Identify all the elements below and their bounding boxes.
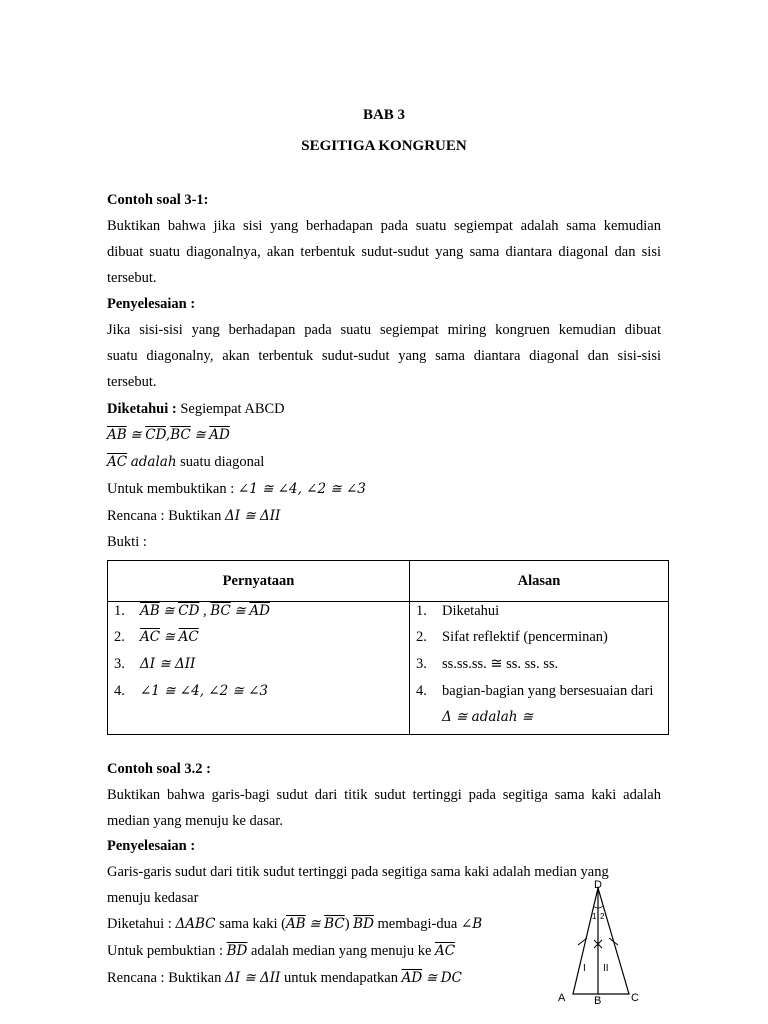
chapter-number: BAB 3	[362, 107, 406, 123]
example2-proof-line: Untuk pembuktian : $\overline{BD}$ adalah median yang menuju ke $\overline{AC}$	[107, 943, 456, 959]
plan-expression: ΔI ≅ ΔII	[224, 508, 281, 524]
example2-given-line: Diketahui : ΔABC sama kaki ($\overline{AB}$ ≅ $\overline{BC}$) $\overline{BD}$ membagi-dua ∠B	[107, 916, 483, 932]
reasons-cell	[410, 602, 668, 734]
example2-solution-label: Penyelesaian :	[107, 838, 196, 854]
given-text: Segiempat ABCD	[180, 401, 285, 417]
diagonal-text: suatu diagonal	[180, 454, 265, 470]
proof-label: Bukti :	[107, 534, 147, 550]
reason-2: 2. Sifat reflektif (pencerminan)	[416, 629, 608, 645]
adalah-word: adalah	[130, 454, 177, 470]
proof-table	[107, 560, 669, 735]
statements-cell	[108, 602, 409, 734]
example1-problem-line1: Buktikan bahwa jika sisi yang berhadapan pada suatu segiempat adalah sama kemudian	[107, 218, 661, 234]
example2-solution-line2: menuju kedasar	[107, 890, 199, 906]
reason-4-continued: Δ ≅ adalah ≅	[442, 709, 534, 725]
segment-cd: $\overline{CD}$	[145, 427, 166, 443]
to-prove-label: Untuk membuktikan :	[107, 481, 235, 497]
to-prove-line	[107, 481, 366, 498]
reason-4: 4. bagian-bagian yang bersesuaian dari	[416, 683, 654, 699]
reason-3: 3. ss.ss.ss. ≅ ss. ss. ss.	[416, 656, 559, 672]
plan-label: Rencana : Buktikan	[107, 508, 222, 524]
given-sides-line: $\overline{AB}$ ≅ $\overline{CD},\overline{BC}$ ≅ $\overline{AD}$	[107, 427, 230, 443]
example1-solution-line3: tersebut.	[107, 374, 157, 390]
segment-ad: $\overline{AD}$	[209, 427, 230, 443]
example1-solution-label: Penyelesaian :	[107, 296, 196, 312]
congruent-symbol: ≅	[194, 427, 206, 443]
segment-ab: $\overline{AB}$	[107, 427, 127, 443]
chapter-title: SEGITIGA KONGRUEN	[301, 138, 467, 154]
example1-problem-line3: tersebut.	[107, 270, 157, 286]
label-ii: II	[603, 963, 609, 974]
given-label: Diketahui :	[107, 401, 177, 417]
example2-label: Contoh soal 3.2 :	[107, 761, 211, 777]
statement-3: 3. ΔI ≅ ΔII	[114, 656, 196, 672]
to-prove-expression: ∠1 ≅ ∠4, ∠2 ≅ ∠3	[237, 481, 366, 497]
example2-plan-line: Rencana : Buktikan ΔI ≅ ΔII untuk mendapatkan $\overline{AD}$ ≅ DC	[107, 970, 462, 986]
segment-ac: $\overline{AC}$	[107, 454, 128, 470]
reason-1: 1. Diketahui	[416, 603, 500, 619]
example2-problem-line1: Buktikan bahwa garis-bagi sudut dari titik sudut tertinggi pada segitiga sama kaki adalah	[107, 787, 661, 803]
example2-solution-line1: Garis-garis sudut dari titik sudut tertinggi pada segitiga sama kaki adalah median yang	[107, 864, 609, 880]
isosceles-triangle-figure	[552, 876, 652, 1011]
statement-4: 4. ∠1 ≅ ∠4, ∠2 ≅ ∠3	[114, 683, 268, 699]
diagonal-line	[107, 454, 264, 471]
label-2: 2	[600, 912, 605, 921]
label-d: D	[594, 879, 602, 891]
table-header-statement: Pernyataan	[108, 561, 410, 602]
label-c: C	[631, 992, 639, 1004]
given-line	[107, 401, 285, 418]
example1-solution-line2: suatu diagonalny, akan terbentuk sudut-sudut yang sama diantara diagonal dan sisi-sisi	[107, 348, 661, 364]
congruent-symbol: ≅	[130, 427, 142, 443]
label-1: 1	[592, 912, 597, 921]
table-header-reason: Alasan	[410, 561, 669, 602]
example1-label: Contoh soal 3-1:	[107, 192, 209, 208]
example1-problem-line2: dibuat suatu diagonalnya, akan terbentuk sudut-sudut yang sama diantara diagonal dan sisi	[107, 244, 661, 260]
label-a: A	[558, 992, 566, 1004]
statement-1: 1. $\overline{AB}$ ≅ $\overline{CD}$ , $\overline{BC}$ ≅ $\overline{AD}$	[114, 603, 270, 619]
statement-2: 2. $\overline{AC}$ ≅ $\overline{AC}$	[114, 629, 199, 645]
segment-bc: $\overline{BC}$	[170, 427, 191, 443]
label-b: B	[594, 995, 602, 1007]
plan-line	[107, 508, 280, 525]
example1-solution-line1: Jika sisi-sisi yang berhadapan pada suatu segiempat miring kongruen kemudian dibuat	[107, 322, 661, 338]
label-i: I	[583, 963, 586, 974]
example2-problem-line2: median yang menuju ke dasar.	[107, 813, 283, 829]
